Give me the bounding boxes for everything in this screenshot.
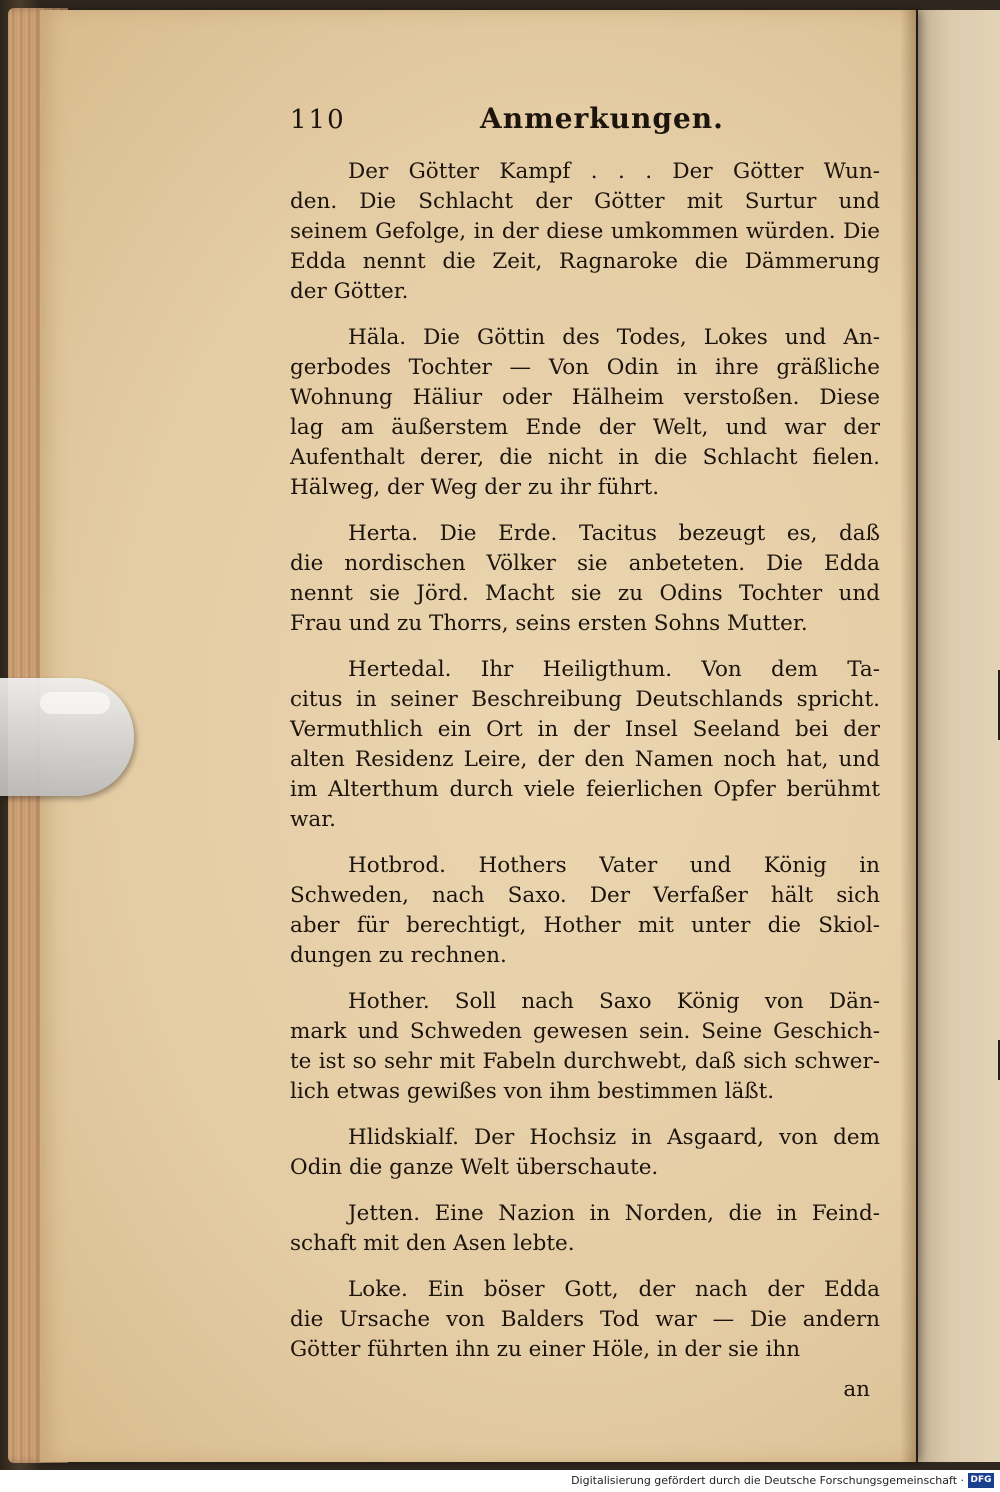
entry-line: lich etwas gewißes von ihm bestimmen läßt.	[290, 1079, 775, 1104]
entry-list	[290, 157, 880, 1365]
entry-line: Odin die ganze Welt überschaute.	[290, 1155, 659, 1180]
entry-line: lag am äußerstem Ende der Welt, und war der	[290, 415, 880, 440]
footer-credit: Digitalisierung gefördert durch die Deutsche Forschungsgemeinschaft ·	[571, 1474, 964, 1487]
entry-line: Edda nennt die Zeit, Ragnaroke die Dämmerung	[290, 249, 880, 274]
entry-line: Der Götter Kampf . . . Der Götter Wun-	[348, 159, 880, 184]
entry-line: Schweden, nach Saxo. Der Verfaßer hält sich	[290, 883, 880, 908]
entry-line: den. Die Schlacht der Götter mit Surtur und	[290, 189, 880, 214]
entry	[290, 1123, 880, 1183]
entry-line: Häla. Die Göttin des Todes, Lokes und An-	[348, 325, 880, 350]
page-number: 110	[290, 105, 346, 135]
entry-line: seinem Gefolge, in der diese umkommen würden. Die	[290, 219, 880, 244]
facing-page-edge	[918, 10, 1000, 1462]
entry-line: die nordischen Völker sie anbeteten. Die Edda	[290, 551, 880, 576]
entry-line: mark und Schweden gewesen sein. Seine Geschich-	[290, 1019, 880, 1044]
entry-line: citus in seiner Beschreibung Deutschlands spricht.	[290, 687, 880, 712]
entry-line: Herta. Die Erde. Tacitus bezeugt es, daß	[348, 521, 880, 546]
entry-line: Hotbrod. Hothers Vater und König in	[348, 853, 880, 878]
footer-bar	[0, 1470, 1000, 1492]
entry-line: Aufenthalt derer, die nicht in die Schlacht fielen.	[290, 445, 880, 470]
entry-line: im Alterthum durch viele feierlichen Opfer berühmt	[290, 777, 880, 802]
entry	[290, 655, 880, 835]
dfg-logo: DFG	[968, 1473, 994, 1488]
entry-line: alten Residenz Leire, der den Namen noch hat, und	[290, 747, 880, 772]
entry-line: te ist so sehr mit Fabeln durchwebt, daß sich schwer-	[290, 1049, 880, 1074]
entry-line: gerbodes Tochter — Von Odin in ihre gräßliche	[290, 355, 880, 380]
entry-line: aber für berechtigt, Hother mit unter die Skiol-	[290, 913, 880, 938]
running-head: Anmerkungen.	[480, 102, 724, 135]
page-header	[290, 104, 880, 135]
entry-line: Frau und zu Thorrs, seins ersten Sohns Mutter.	[290, 611, 808, 636]
entry-line: Loke. Ein böser Gott, der nach der Edda	[348, 1277, 880, 1302]
entry-line: Wohnung Häliur oder Hälheim verstoßen. Diese	[290, 385, 880, 410]
entry-line: Hälweg, der Weg der zu ihr führt.	[290, 475, 660, 500]
entry-line: Jetten. Eine Nazion in Norden, die in Feind-	[348, 1201, 880, 1226]
page-text	[290, 104, 880, 1405]
entry-line: Hlidskialf. Der Hochsiz in Asgaard, von dem	[348, 1125, 880, 1150]
entry-line: schaft mit den Asen lebte.	[290, 1231, 575, 1256]
entry	[290, 987, 880, 1107]
entry	[290, 1199, 880, 1259]
entry-line: der Götter.	[290, 279, 409, 304]
entry	[290, 157, 880, 307]
page-gutter	[900, 10, 916, 1462]
page-clip	[0, 678, 134, 796]
entry-line: Hother. Soll nach Saxo König von Dän-	[348, 989, 880, 1014]
entry-line: Vermuthlich ein Ort in der Insel Seeland bei der	[290, 717, 880, 742]
entry	[290, 1275, 880, 1365]
catchword: an	[843, 1377, 870, 1402]
entry-line: nennt sie Jörd. Macht sie zu Odins Tochter und	[290, 581, 880, 606]
entry	[290, 519, 880, 639]
entry-line: die Ursache von Balders Tod war — Die andern	[290, 1307, 880, 1332]
entry-line: Hertedal. Ihr Heiligthum. Von dem Ta-	[348, 657, 880, 682]
entry	[290, 323, 880, 503]
entry-line: dungen zu rechnen.	[290, 943, 507, 968]
entry	[290, 851, 880, 971]
clip-highlight	[40, 692, 110, 714]
entry-line: war.	[290, 807, 336, 832]
entry-line: Götter führten ihn zu einer Höle, in der sie ihn	[290, 1337, 801, 1362]
